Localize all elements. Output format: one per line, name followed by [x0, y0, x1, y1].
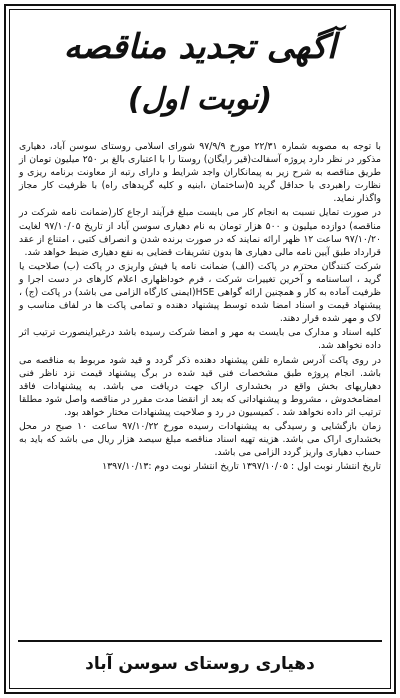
notice-frame [4, 4, 396, 694]
paragraph-guarantee: در صورت تمایل نسبت به انجام کار می بایست مبلغ فرآیند ارجاع کار(ضمانت نامه شرکت در مناقصه) دوازده میلیون و ۵۰۰ هزار تومان به نام دهیاری سوسن آباد از تاریخ ۹۷/۱۰/۰۵ لغایت ۹۷/۱۰/۲۰ ساعت ۱۲ ظهر ارائه نمایند که در صورت برنده شدن و انصراف کتبی ، امتناع از عقد قرارداد طبق آیین نامه مالی دهیاری ها بدون تشریفات قضایی به نفع دهیاری ضبط خواهد شد. [19, 207, 382, 258]
publish-dates: تاریخ انتشار نوبت اول : ۱۳۹۷/۱۰/۰۵ تاریخ انتشار نوبت دوم :۱۳۹۷/۱۰/۱۳ [102, 461, 381, 473]
notice-body [10, 140, 390, 473]
notice-subtitle: (نوبت اول) [127, 82, 273, 117]
paragraph-documents: کلیه اسناد و مدارک می بایست به مهر و امضا شرکت رسیده باشد درغیراینصورت ترتیب اثر داده نخواهد شد. [19, 327, 381, 352]
paragraph-envelope-address: در روی پاکت آدرس شماره تلفن پیشنهاد دهنده ذکر گردد و قید شود مربوط به مناقصه می باشد. انجام پروژه طبق مشخصات فنی قید شده در برگ پیشنهاد قیمت نزد ناظر فنی دهیاریهای بخش واقع در بخشداری اراک جهت دریافت می باشد. به پیشنهادات فاقد امضامخدوش ، مشروط و پیشنهاداتی که بعد از انقضا مدت مقرر در مناقصه واصل شود مطلقا ترتیب اثر داده نخواهد شد . کمیسیون در رد و صلاحیت پیشنهادات مختار خواهد بود. [19, 354, 381, 418]
notice-title: آگهی تجدید مناقصه [63, 27, 337, 67]
paragraph-opening: زمان بازگشایی و رسیدگی به پیشنهادات رسیده مورخ ۹۷/۱۰/۲۲ ساعت ۱۰ صبح در محل بخشداری اراک می باشد. هزینه تهیه اسناد مناقصه مبلغ سیصد هزار ریال می باشد که باید به حساب دهیاری واریز گردد الزامی می باشد. [19, 420, 382, 459]
paragraph-envelopes: شرکت کنندگان محترم در پاکت (الف) ضمانت نامه یا فیش واریزی در پاکت (ب) صلاحیت یا گرید ، اساسنامه و آخرین تغییرات شرکت ، فرم خوداظهاری اعلام کارهای در دست اجرا و ظرفیت آماده به کار و همچنین ارائه گواهی HSE(ایمنی کارگاه الزامی می باشد) در پاکت (ج) ، پیشنهاد قیمت و اسناد امضا شده توسط پیشنهاد دهنده و تمامی پاکت ها در لفاف مناسب و لاک و مهر شده قرار دهند. [19, 260, 381, 325]
footer-divider [18, 640, 382, 642]
notice-inner-border [9, 9, 391, 689]
paragraph-approval: با توجه به مصوبه شماره ۲۲/۳۱ مورخ ۹۷/۹/۹ شورای اسلامی روستای سوسن آباد، دهیاری مذکور در نظر دارد پروژه آسفالت(قیر رایگان) روستا را با اعتباری بالغ بر ۲۵۰ میلیون تومان از طریق مناقصه به شرح زیر به پیمانکاران واجد شرایط و دارای رتبه از معاونت برنامه ریزی و نظارت راهبردی با حداقل گرید ۵(ساختمان ،ابنیه و کلیه گریدهای راه) با ظرفیت کار مجاز واگذار نماید. [19, 141, 382, 205]
notice-footer: دهیاری روستای سوسن آباد [85, 654, 315, 674]
